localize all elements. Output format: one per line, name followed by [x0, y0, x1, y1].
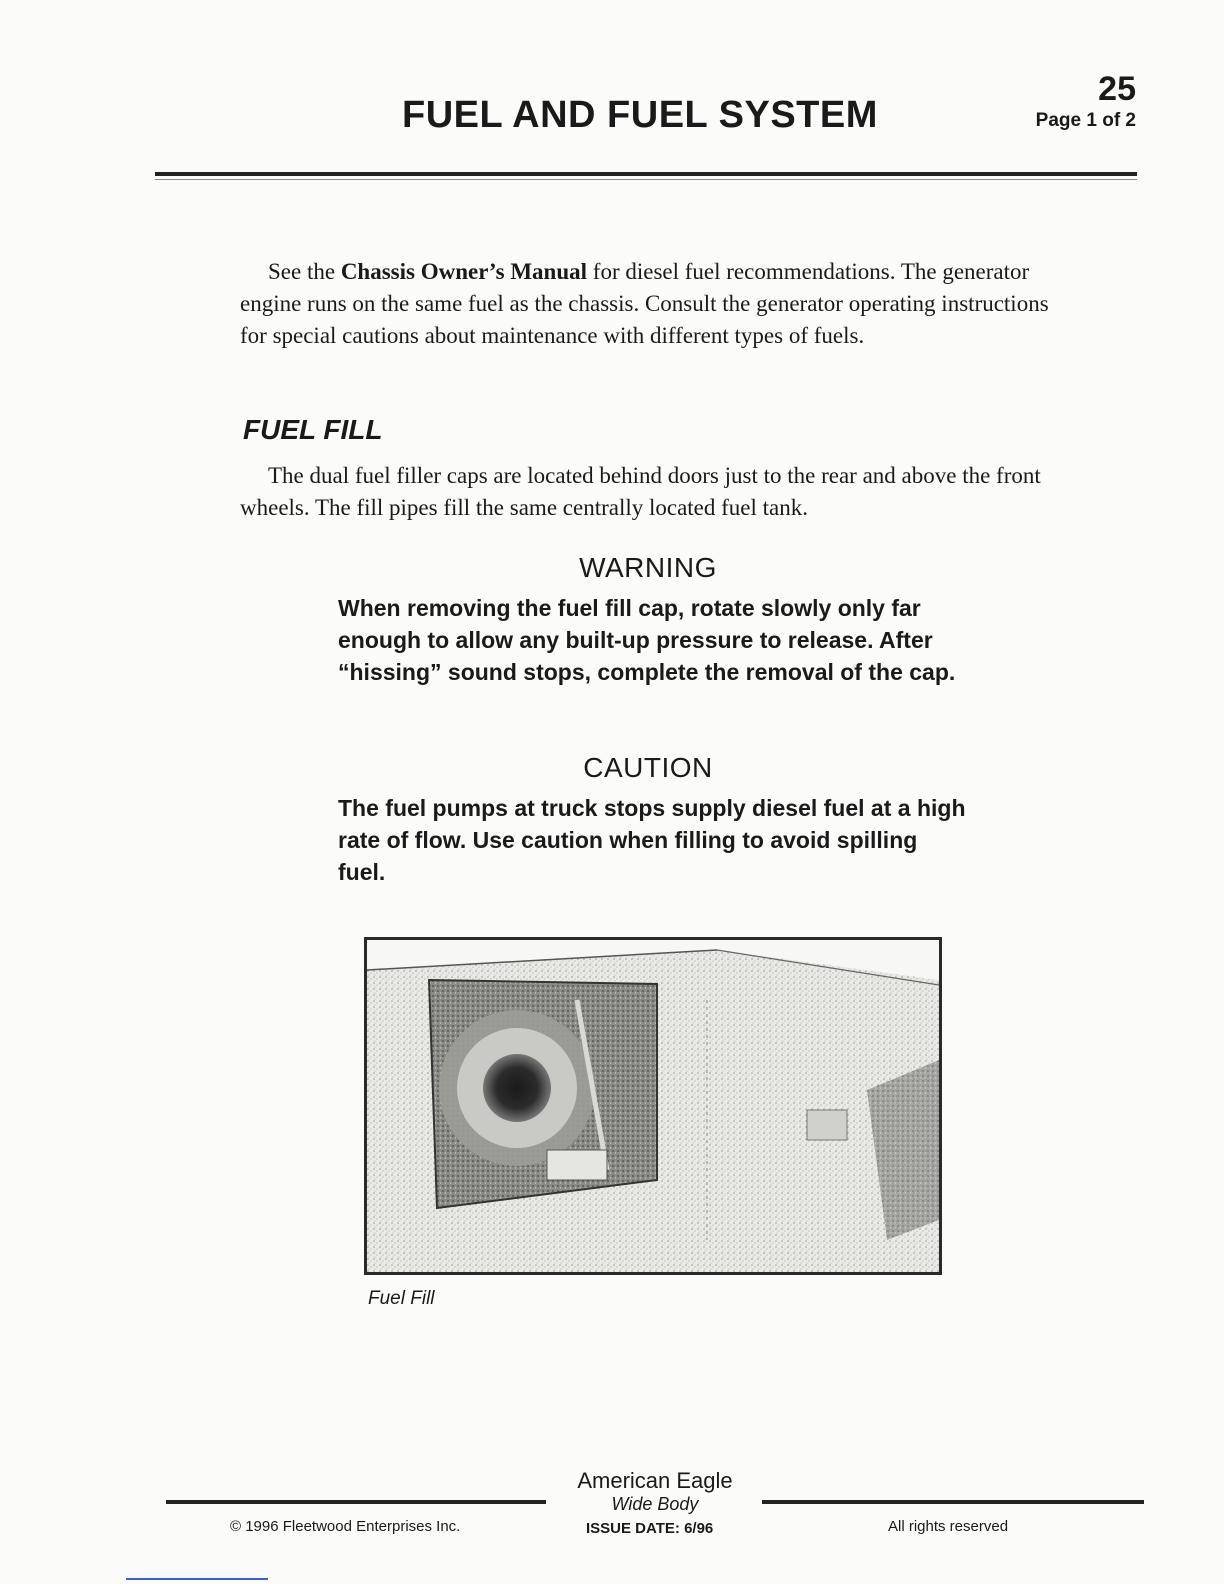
footer-rights: All rights reserved — [888, 1518, 1009, 1535]
footer-rule-right — [762, 1500, 1144, 1504]
footer-rule-left — [166, 1500, 546, 1504]
fuel-fill-photo — [364, 937, 942, 1275]
intro-text-after: for diesel fuel recommendations. The generator engine runs on the same fuel as the chassis. Consult the generator operating instructions for special cautions about maintenance with different types of fuels. — [240, 259, 1049, 348]
header-rule — [155, 172, 1137, 176]
bottom-link-mark — [126, 1578, 268, 1580]
footer-issue-date: ISSUE DATE: 6/96 — [586, 1520, 714, 1537]
footer-brand: American Eagle — [577, 1468, 733, 1493]
page-indicator: Page 1 of 2 — [1035, 110, 1136, 131]
section-heading-fuel-fill: FUEL FILL — [243, 414, 383, 445]
caution-title: CAUTION — [583, 752, 713, 783]
chassis-manual-reference: Chassis Owner’s Manual — [340, 259, 588, 284]
caution-body: The fuel pumps at truck stops supply diesel fuel at a high rate of flow. Use caution when filling to avoid spilling fuel. — [338, 795, 966, 885]
intro-text-before: See the — [268, 259, 341, 284]
header-rule-thin — [155, 179, 1137, 180]
footer-copyright: © 1996 Fleetwood Enterprises Inc. — [230, 1518, 461, 1535]
footer-model: Wide Body — [611, 1494, 699, 1514]
warning-body: When removing the fuel fill cap, rotate slowly only far enough to allow any built-up pressure to release. After “hissing” sound stops, complete the removal of the cap. — [338, 595, 956, 685]
figure-caption: Fuel Fill — [368, 1288, 435, 1309]
fuel-fill-photo-illustration — [367, 940, 939, 1272]
chapter-title: FUEL AND FUEL SYSTEM — [402, 94, 878, 136]
warning-title: WARNING — [579, 552, 717, 583]
fuel-fill-paragraph: The dual fuel filler caps are located behind doors just to the rear and above the front wheels. The fill pipes fill the same centrally located fuel tank. — [240, 463, 1041, 520]
intro-paragraph — [240, 256, 1060, 352]
chapter-number: 25 — [1098, 70, 1136, 108]
